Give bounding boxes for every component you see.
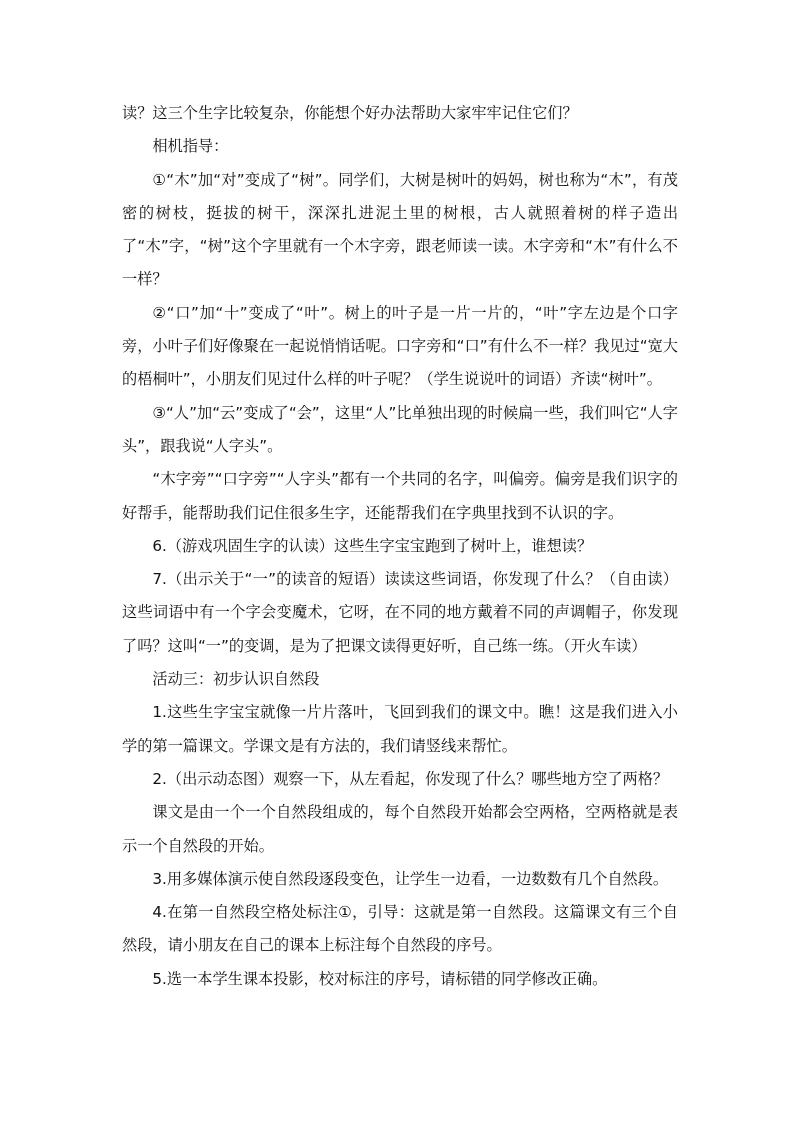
paragraph: 1.这些生字宝宝就像一片片落叶，飞回到我们的课文中。瞧！这是我们进入小学的第一篇课文。学课文是有方法的，我们请竖线来帮忙。 <box>122 703 678 755</box>
paragraph: 读？这三个生字比较复杂，你能想个好办法帮助大家牢牢记住它们？ <box>122 104 578 122</box>
paragraph: 课文是由一个一个自然段组成的，每个自然段开始都会空两格，空两格就是表示一个自然段的开始。 <box>122 803 678 855</box>
paragraph: ①“木”加“对”变成了“树”。同学们，大树是树叶的妈妈，树也称为“木”，有茂密的树枝，挺拔的树干，深深扎进泥土里的树根，古人就照着树的样子造出了“木”字，“树”这个字里就有一个木字旁，跟老师读一读。木字旁和“木”有什么不一样？ <box>122 170 678 289</box>
paragraph: “木字旁”“口字旁”“人字头”都有一个共同的名字，叫偏旁。偏旁是我们识字的好帮手，能帮助我们记住很多生字，还能帮我们在字典里找到不认识的字。 <box>122 470 678 522</box>
section-heading: 活动三：初步认识自然段 <box>152 670 320 689</box>
paragraph: ②“口”加“十”变成了“叶”。树上的叶子是一片一片的，“叶”字左边是个口字旁，小叶子们好像聚在一起说悄悄话呢。口字旁和“口”有什么不一样？我见过“宽大的梧桐叶”，小朋友们见过什么样的叶子呢？（学生说说叶的词语）齐读“树叶”。 <box>122 303 678 389</box>
paragraph: ③“人”加“云”变成了“会”，这里“人”比单独出现的时候扁一些，我们叫它“人字头”，跟我说“人字头”。 <box>122 403 678 455</box>
paragraph: 6.（游戏巩固生字的认读）这些生字宝宝跑到了树叶上，谁想读？ <box>152 536 593 555</box>
paragraph: 相机指导： <box>152 137 229 156</box>
document-body <box>122 97 678 996</box>
paragraph: 4.在第一自然段空格处标注①，引导：这就是第一自然段。这篇课文有三个自然段，请小朋友在自己的课本上标注每个自然段的序号。 <box>122 903 678 955</box>
paragraph: 2.（出示动态图）观察一下，从左看起，你发现了什么？哪些地方空了两格？ <box>152 769 669 788</box>
paragraph: 5.选一本学生课本投影，校对标注的序号，请标错的同学修改正确。 <box>152 969 608 988</box>
paragraph: 3.用多媒体演示使自然段逐段变色，让学生一边看，一边数数有几个自然段。 <box>152 869 669 888</box>
paragraph: 7.（出示关于“一”的读音的短语）读读这些词语，你发现了什么？（自由读）这些词语中有一个字会变魔术，它呀，在不同的地方戴着不同的声调帽子，你发现了吗？这叫“一”的变调，是为了把课文读得更好听，自己练一练。（开火车读） <box>122 570 678 655</box>
